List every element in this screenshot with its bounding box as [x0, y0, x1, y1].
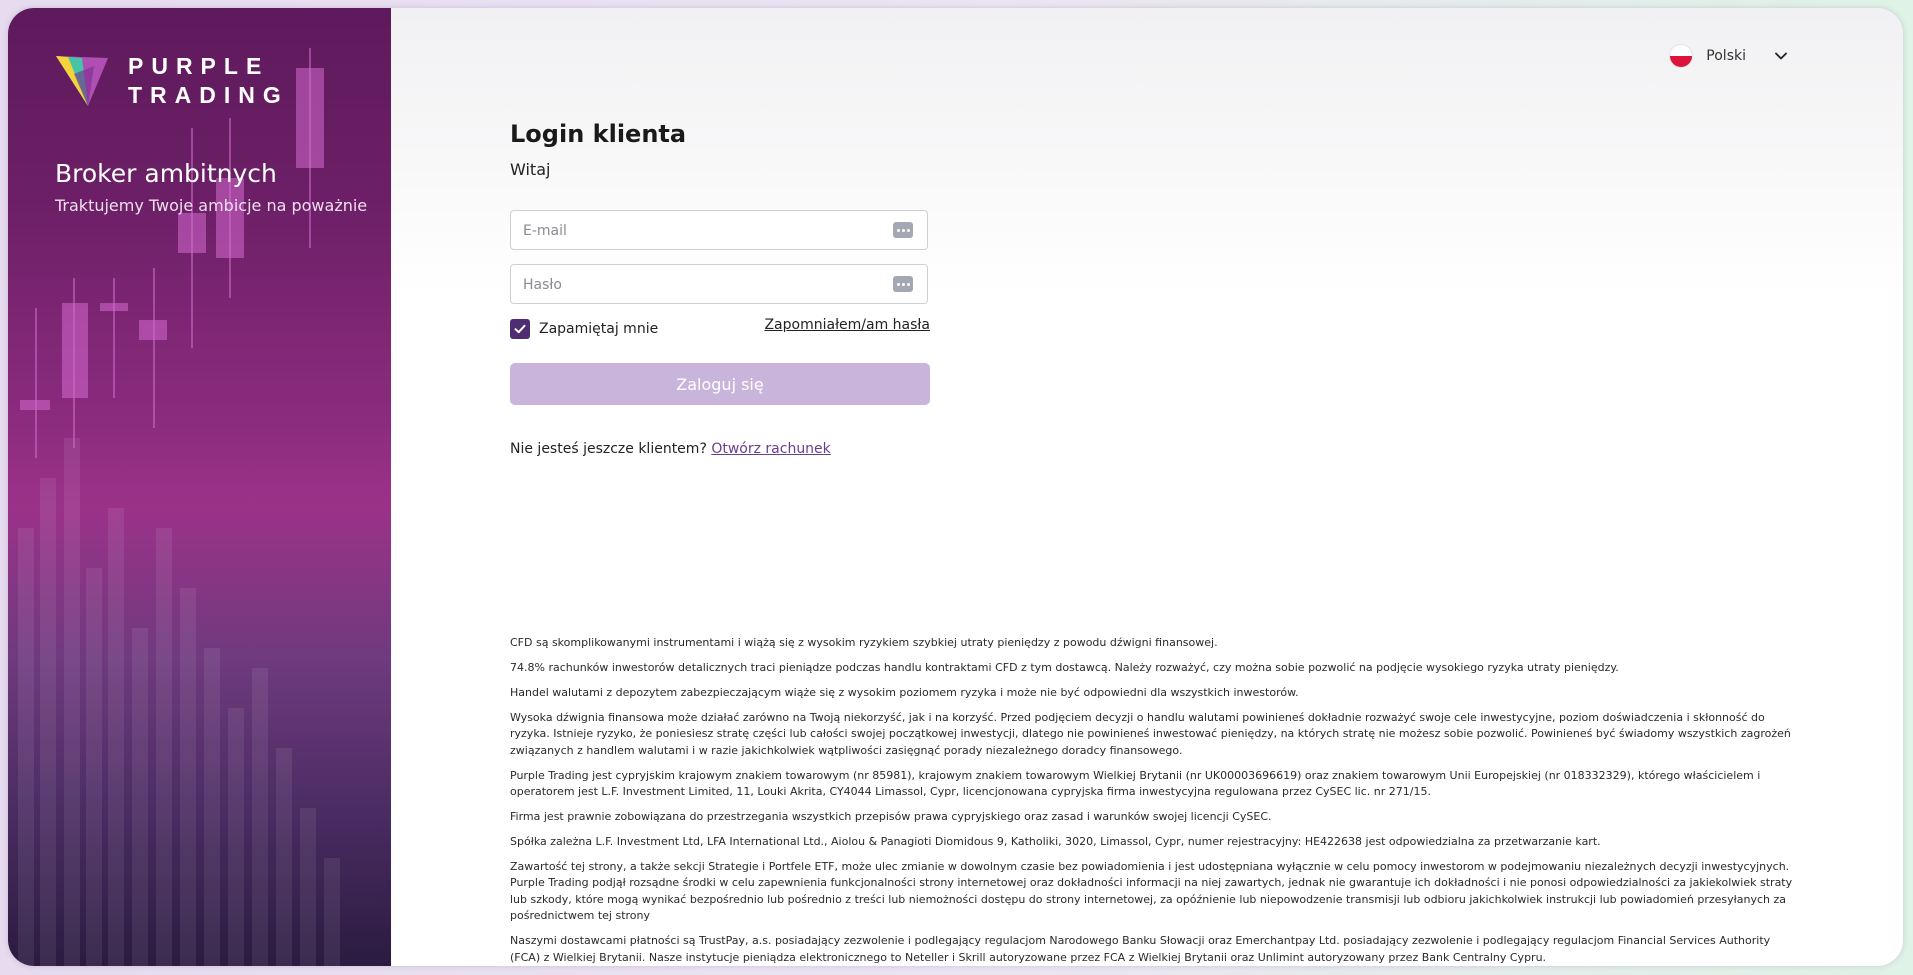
logo-mark-icon	[54, 52, 114, 108]
language-label: Polski	[1706, 48, 1746, 64]
password-manager-icon[interactable]	[893, 276, 913, 292]
logo-line-1: PURPLE	[128, 53, 270, 79]
language-selector[interactable]	[1669, 44, 1788, 68]
signup-prompt	[510, 441, 831, 457]
brand-logo[interactable]	[54, 52, 294, 112]
chevron-down-icon	[1774, 49, 1788, 63]
checkmark-icon	[513, 322, 527, 336]
login-panel	[391, 8, 1903, 966]
disclaimer-paragraph: Spółka zależna L.F. Investment Ltd, LFA International Ltd., Aiolou & Panagioti Diomidous 9, Katholiki, 3020, Limassol, Cypr, numer rejestracyjny: HE422638 jest odpowiedzialna za przetwarzanie kart.	[510, 834, 1601, 848]
signup-prompt-text: Nie jesteś jeszcze klientem?	[510, 441, 707, 457]
remember-me[interactable]	[510, 319, 658, 339]
disclaimer-paragraph: 74.8% rachunków inwestorów detalicznych traci pieniądze podczas handlu kontraktami CFD z tym dostawcą. Należy rozważyć, czy można sobie pozwolić na podjęcie wysokiego ryzyka utraty pieniędzy.	[510, 660, 1619, 674]
password-manager-icon[interactable]	[893, 222, 913, 238]
open-account-link[interactable]: Otwórz rachunek	[711, 441, 831, 457]
risk-disclaimer	[510, 635, 1800, 966]
forgot-password-link[interactable]: Zapomniałem/am hasła	[764, 317, 930, 333]
brand-panel	[8, 8, 391, 966]
brand-tagline: Broker ambitnych	[55, 159, 277, 188]
logo-line-2: TRADING	[128, 82, 289, 108]
remember-checkbox[interactable]	[510, 319, 530, 339]
page-title: Login klienta	[510, 120, 687, 148]
password-input[interactable]	[521, 265, 875, 305]
email-field[interactable]	[510, 210, 928, 250]
disclaimer-paragraph: Purple Trading jest cypryjskim krajowym znakiem towarowym (nr 85981), krajowym znakiem towarowym Wielkiej Brytanii (nr UK00003696619) oraz znakiem towarowym Unii Europejskiej (nr 018332329), którego właścicielem i operatorem jest L.F. Investment Limited, 11, Louki Akrita, CY4044 Limassol, Cypr, licencjonowana cypryjska firma inwestycyjna regulowana przez CySEC lic. nr 271/15.	[510, 768, 1761, 799]
disclaimer-paragraph: Zawartość tej strony, a także sekcji Strategie i Portfele ETF, może ulec zmianie w dowolnym czasie bez powiadomienia i jest udostępniana wyłącznie w celu pomocy inwestorom w podejmowaniu niezależnych decyzji inwestycyjnych. Purple Trading podjął rozsądne środki w celu zapewnienia funkcjonalności strony internetowej oraz dokładności informacji na niej zawartych, jednak nie gwarantuje ich dokładności i nie ponosi odpowiedzialności za jakiekolwiek straty lub szkody, które mogą wynikać bezpośrednio lub pośrednio z treści lub niemożności dostępu do strony internetowej, za opóźnienie lub niepowodzenie transmisji lub odbioru jakichkolwiek instrukcji lub powiadomień przesyłanych za pośrednictwem tej strony	[510, 859, 1793, 923]
candlestick-background	[8, 8, 391, 966]
poland-flag-icon	[1669, 44, 1693, 68]
login-form	[510, 120, 930, 480]
disclaimer-paragraph: CFD są skomplikowanymi instrumentami i wiążą się z wysokim ryzykiem szybkiej utraty pieniędzy z powodu dźwigni finansowej.	[510, 636, 1218, 649]
brand-subtagline: Traktujemy Twoje ambicje na poważnie	[55, 196, 368, 215]
remember-label: Zapamiętaj mnie	[539, 321, 659, 337]
disclaimer-paragraph: Naszymi dostawcami płatności są TrustPay, a.s. posiadający zezwolenie i podlegający regulacjom Narodowego Banku Słowacji oraz Emerchantpay Ltd. posiadający zezwolenie i podlegający regulacjom Financial Services Authority (FCA) z Wielkiej Brytanii. Nasze instytucje pieniądza elektronicznego to Neteller i Skrill autoryzowane przez FCA z Wielkiej Brytanii oraz Unlimint autoryzowany przez Bank Centralny Cypru.	[510, 934, 1771, 964]
page-window	[8, 8, 1903, 966]
disclaimer-paragraph: Firma jest prawnie zobowiązana do przestrzegania wszystkich przepisów prawa cypryjskiego oraz zasad i warunków swojej licencji CySEC.	[510, 809, 1272, 823]
email-input[interactable]	[521, 211, 875, 251]
welcome-text: Witaj	[510, 160, 551, 179]
logo-wordmark	[128, 52, 289, 110]
login-button[interactable]: Zaloguj się	[510, 363, 930, 405]
password-field[interactable]	[510, 264, 928, 304]
disclaimer-paragraph: Handel walutami z depozytem zabezpieczającym wiąże się z wysokim poziomem ryzyka i może nie być odpowiedni dla wszystkich inwestorów.	[510, 685, 1299, 699]
disclaimer-paragraph: Wysoka dźwignia finansowa może działać zarówno na Twoją niekorzyść, jak i na korzyść. Przed podjęciem decyzji o handlu walutami powinieneś dokładnie rozważyć swoje cele inwestycyjne, poziom doświadczenia i skłonność do ryzyka. Istnieje ryzyko, że poniesiesz stratę części lub całości swojej początkowej inwestycji, dlatego nie powinieneś inwestować pieniędzy, na których stratę nie możesz sobie pozwolić. Powinieneś być świadomy wszystkich zagrożeń związanych z handlem walutami i w razie jakichkolwiek wątpliwości zasięgnąć porady niezależnego doradcy finansowego.	[510, 710, 1791, 757]
